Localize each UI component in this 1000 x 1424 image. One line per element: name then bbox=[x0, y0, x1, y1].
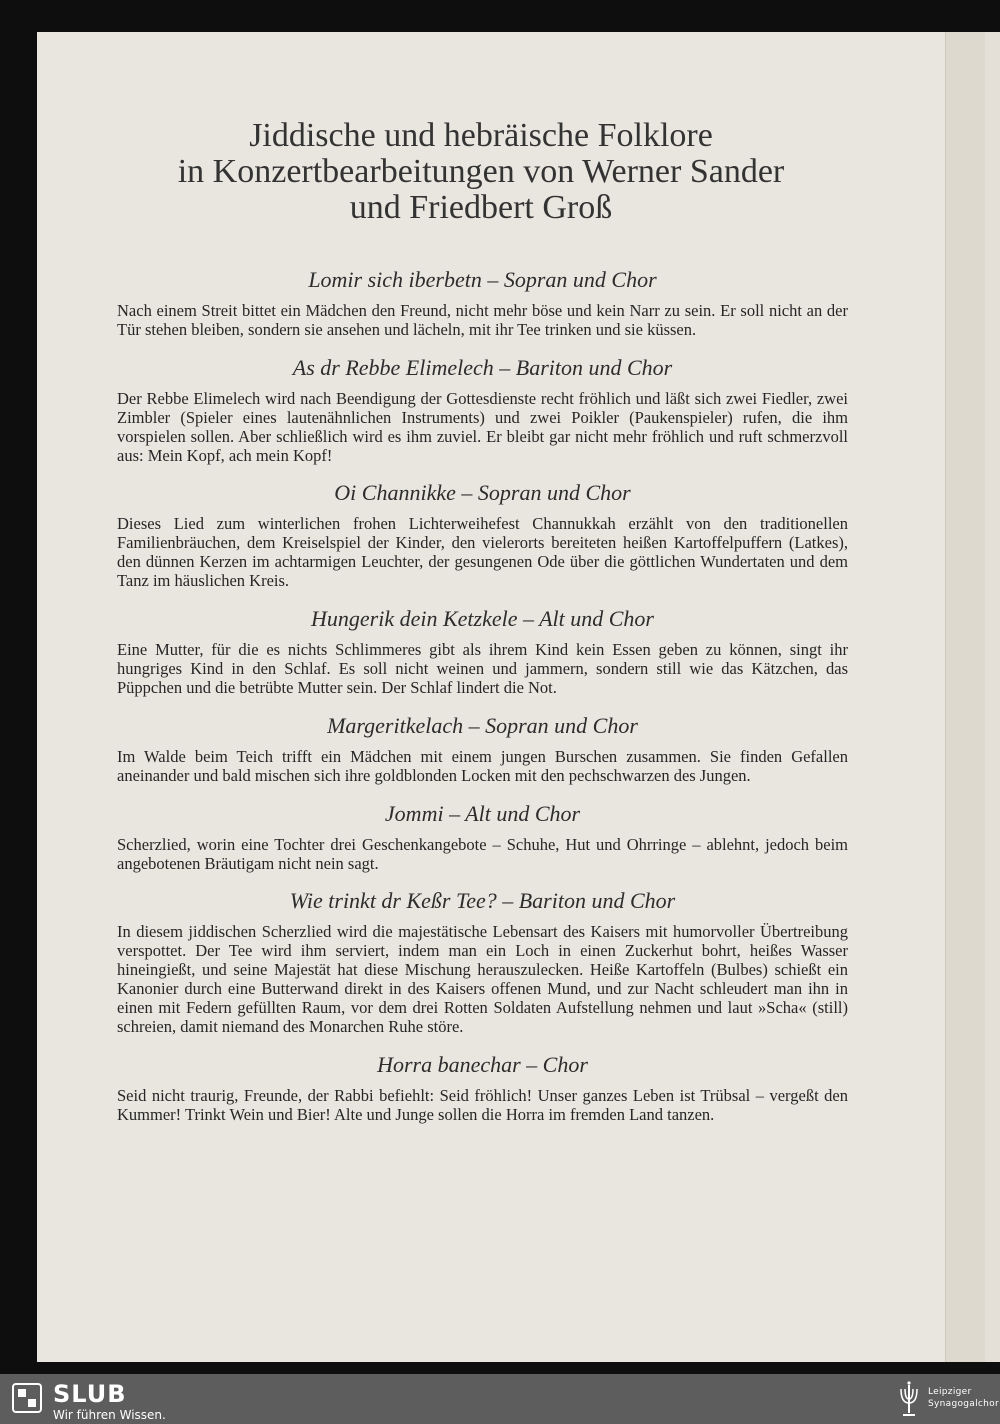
song-description: In diesem jiddischen Scherzlied wird die majestätische Lebensart des Kaisers mit humorvoller Übertreibung verspottet. Der Tee wird ihm serviert, indem man ein Loch in einen Zuckerhut bohrt, heißes Wasser hineingießt, und seine Majestät hat diese Mischung herauszulecken. Heiße Kartoffeln (Bulbes) schießt ein Kanonier durch eine Butterwand direkt in des Kaisers offenen Mund, und zur Nacht schleudert man ihn in einen mit Federn gefüllten Raum, vor dem drei Rotten Soldaten Aufstellung nehmen und laut »Scha« (still) schreien, damit niemand des Monarchen Ruhe störe. bbox=[117, 922, 848, 1036]
song-description: Eine Mutter, für die es nichts Schlimmeres gibt als ihrem Kind kein Essen geben zu können, singt ihr hungriges Kind in den Schlaf. Es soll nicht weinen und jammern, sondern still wie das Kätzchen, das Püppchen und die betrübte Mutter sein. Der Schlaf lindert die Not. bbox=[117, 640, 848, 697]
song-section bbox=[117, 1051, 848, 1125]
title-line-3: und Friedbert Groß bbox=[349, 189, 613, 226]
song-heading: Oi Channikke – Sopran und Chor bbox=[334, 480, 631, 506]
song-section bbox=[117, 800, 848, 874]
song-heading: Wie trinkt dr Keßr Tee? – Bariton und Chor bbox=[289, 888, 676, 914]
song-heading: Jommi – Alt und Chor bbox=[384, 800, 581, 826]
song-section bbox=[117, 605, 848, 698]
song-heading: As dr Rebbe Elimelech – Bariton und Chor bbox=[292, 354, 673, 380]
song-description: Dieses Lied zum winterlichen frohen Lichterweihefest Channukkah erzählt von den traditionellen Familienbräuchen, dem Kreiselspiel der Kinder, den vielerorts bereiteten heißen Kartoffelpuffern (Latkes), den dünnen Kerzen im achtarmigen Leuchter, der gesungenen Ode über die göttlichen Wundertaten und dem Tanz im häuslichen Kreis. bbox=[117, 514, 848, 591]
page-edge-right bbox=[985, 32, 1000, 1362]
song-section bbox=[117, 887, 848, 1036]
song-description: Scherzlied, worin eine Tochter drei Geschenkangebote – Schuhe, Hut und Ohrringe – ablehnt, jedoch beim angebotenen Bräutigam nicht nein sagt. bbox=[117, 834, 848, 873]
title-line-2: in Konzertbearbeitungen von Werner Sander bbox=[177, 153, 785, 190]
choir-name bbox=[928, 1386, 999, 1410]
program-notes bbox=[117, 266, 848, 1125]
library-name[interactable]: SLUB bbox=[53, 1380, 127, 1408]
viewer-footer bbox=[0, 1374, 1000, 1424]
song-description: Seid nicht traurig, Freunde, der Rabbi befiehlt: Seid fröhlich! Unser ganzes Leben ist Trübsal – vergeßt den Kummer! Trinkt Wein und Bier! Alte und Junge sollen die Horra im fremden Land tanzen. bbox=[117, 1085, 848, 1124]
choir-name-line-1: Leipziger bbox=[928, 1387, 972, 1397]
song-heading: Lomir sich iberbetn – Sopran und Chor bbox=[308, 267, 657, 292]
library-tagline: Wir führen Wissen. bbox=[53, 1408, 166, 1422]
page-title bbox=[37, 118, 925, 226]
song-description: Im Walde beim Teich trifft ein Mädchen mit einem jungen Burschen zusammen. Sie finden Gefallen aneinander und bald mischen sich ihre goldblonden Locken mit den pechschwarzen des Jungen. bbox=[117, 746, 848, 785]
title-line-1: Jiddische und hebräische Folklore bbox=[249, 117, 713, 154]
song-section bbox=[117, 354, 848, 466]
song-heading: Hungerik dein Ketzkele – Alt und Chor bbox=[311, 606, 654, 632]
slub-logo-icon[interactable] bbox=[12, 1383, 42, 1413]
choir-name-line-2: Synagogalchor bbox=[928, 1399, 999, 1409]
song-heading: Margeritkelach – Sopran und Chor bbox=[327, 712, 638, 738]
song-section bbox=[117, 266, 848, 340]
song-section bbox=[117, 479, 848, 591]
song-heading: Horra banechar – Chor bbox=[377, 1051, 588, 1077]
song-description: Der Rebbe Elimelech wird nach Beendigung der Gottesdienste recht fröhlich und läßt sich zwei Fiedler, zwei Zimbler (Spieler eines lautenähnlichen Instruments) und zwei Poikler (Paukenspieler) rufen, die ihm vorspielen sollen. Aber schließlich wird es ihm zuviel. Er bleibt gar nicht mehr fröhlich und ruft schmerzvoll aus: Mein Kopf, ach mein Kopf! bbox=[117, 388, 848, 465]
page-edge bbox=[945, 32, 986, 1362]
song-description: Nach einem Streit bittet ein Mädchen den Freund, nicht mehr böse und kein Narr zu sein. Er soll nicht an der Tür stehen bleiben, sondern sie ansehen und lächeln, mit ihr Tee trinken und sie küssen. bbox=[117, 301, 848, 339]
song-section bbox=[117, 712, 848, 786]
menorah-choir-icon bbox=[896, 1379, 922, 1419]
